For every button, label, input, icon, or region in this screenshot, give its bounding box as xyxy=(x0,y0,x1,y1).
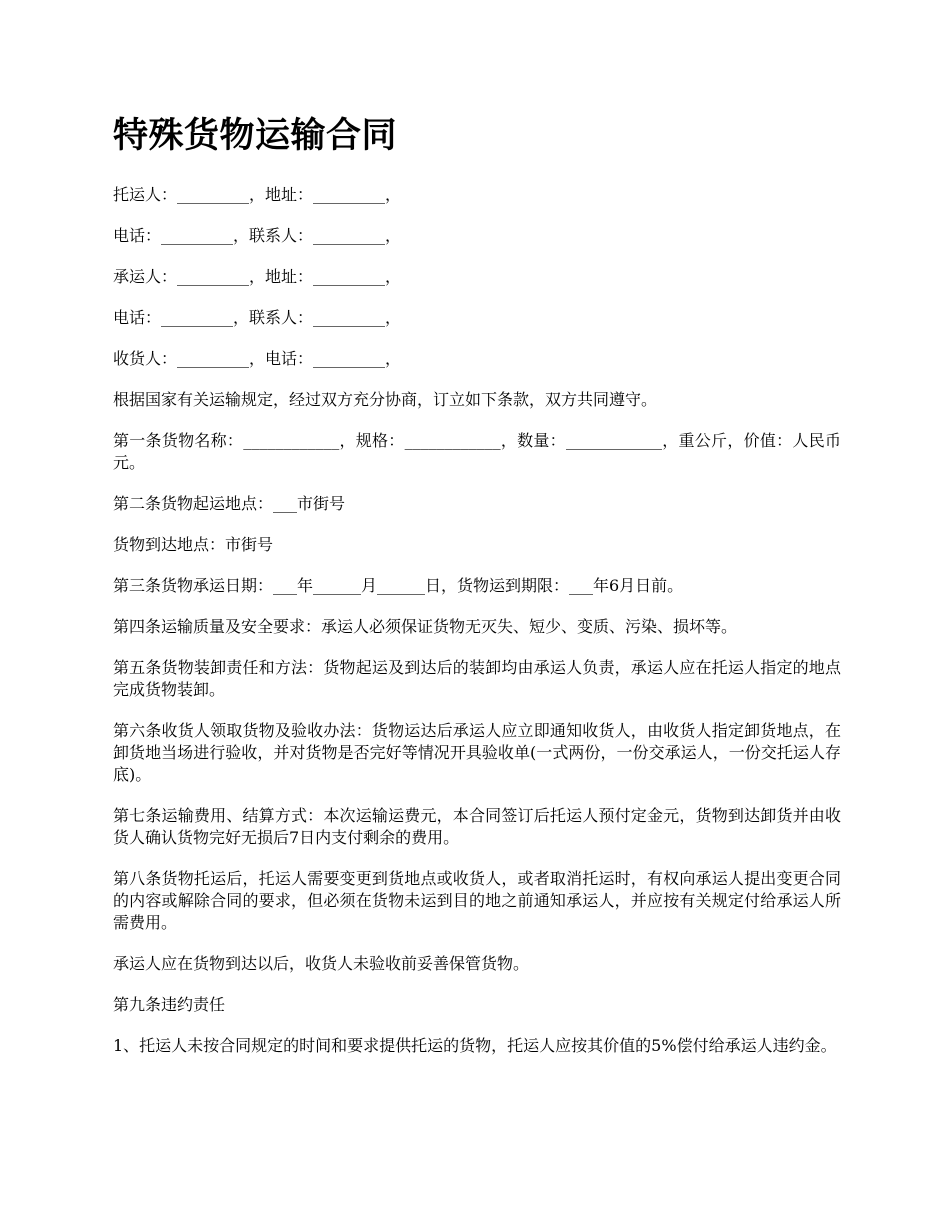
paragraph-article-7: 第七条运输费用、结算方式：本次运输运费元，本合同签订后托运人预付定金元，货物到达卸货并由收货人确认货物完好无损后7日内支付剩余的费用。 xyxy=(113,806,841,847)
paragraph-carrier: 承运人：_________，地址：_________， xyxy=(113,267,402,286)
paragraph-carrier-phone: 电话：_________，联系人：_________， xyxy=(113,308,402,327)
paragraph-carrier-custody: 承运人应在货物到达以后，收货人未验收前妥善保管货物。 xyxy=(113,954,530,973)
paragraph-preamble: 根据国家有关运输规定，经过双方充分协商，订立如下条款，双方共同遵守。 xyxy=(113,390,658,409)
paragraph-article-3: 第三条货物承运日期：___年______月______日，货物运到期限：___年6月日前。 xyxy=(113,576,684,595)
paragraph-destination: 货物到达地点：市街号 xyxy=(113,535,274,554)
paragraph-article-2: 第二条货物起运地点：___市街号 xyxy=(113,494,346,513)
paragraph-article-8: 第八条货物托运后，托运人需要变更到货地点或收货人，或者取消托运时，有权向承运人提出变更合同的内容或解除合同的要求，但必须在货物未运到目的地之前通知承运人，并应按有关规定付给承运人所需费用。 xyxy=(113,869,841,932)
document-title: 特殊货物运输合同 xyxy=(113,116,398,156)
paragraph-article-5: 第五条货物装卸责任和方法：货物起运及到达后的装卸均由承运人负责，承运人应在托运人指定的地点完成货物装卸。 xyxy=(113,658,841,699)
document-page xyxy=(113,108,841,1076)
paragraph-consignee: 收货人：_________，电话：_________， xyxy=(113,349,402,368)
paragraph-article-6: 第六条收货人领取货物及验收办法：货物运达后承运人应立即通知收货人，由收货人指定卸货地点，在卸货地当场进行验收，并对货物是否完好等情况开具验收单(一式两份，一份交承运人，一份交托运人存底)。 xyxy=(113,721,841,784)
paragraph-article-9: 第九条违约责任 xyxy=(113,995,226,1014)
paragraph-shipper: 托运人：_________，地址：_________， xyxy=(113,185,402,204)
paragraph-article-1: 第一条货物名称：____________，规格：____________，数量：____________，重公斤，价值：人民币元。 xyxy=(113,431,841,472)
paragraph-shipper-phone: 电话：_________，联系人：_________， xyxy=(113,226,402,245)
paragraph-article-4: 第四条运输质量及安全要求：承运人必须保证货物无灭失、短少、变质、污染、损坏等。 xyxy=(113,617,738,636)
paragraph-breach-1: 1、托运人未按合同规定的时间和要求提供托运的货物，托运人应按其价值的5%偿付给承运人违约金。 xyxy=(113,1036,837,1055)
